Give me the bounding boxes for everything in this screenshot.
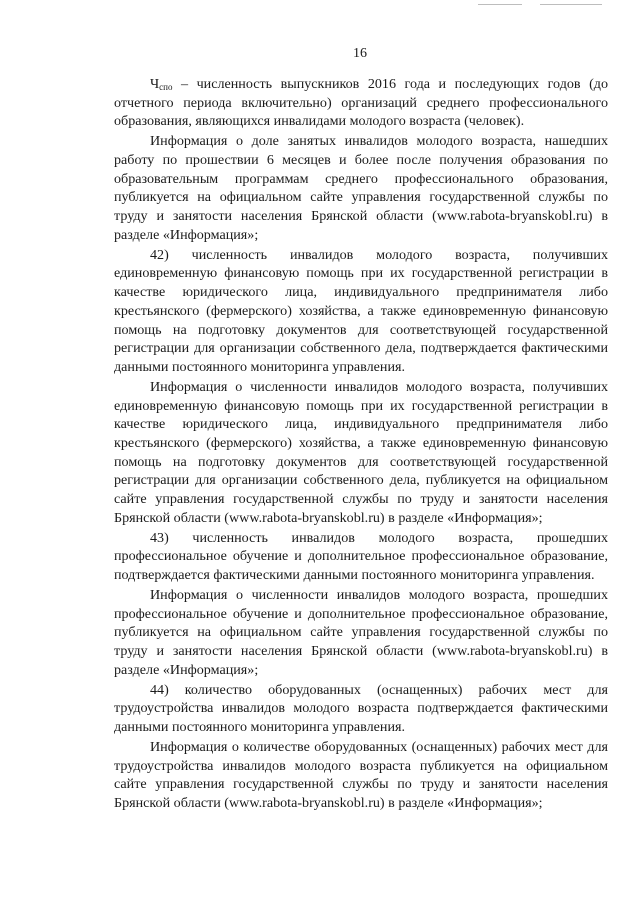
paragraph-info-training: Информация о численности инвалидов молодого возраста, прошедших профессиональное обучение и дополнительное профессиональное образование, публикуется на официальном сайте управления государственной службы по труду и занятости населения Брянской области (www.rabota-bryanskobl.ru) в разделе «Информация»; xyxy=(114,586,608,678)
formula-definition-paragraph xyxy=(114,75,608,131)
paragraph-info-employed-share: Информация о доле занятых инвалидов молодого возраста, нашедших работу по прошествии 6 месяцев и более после получения образования по образовательным программам среднего профессионального образования, публикуется на официальном сайте управления государственной службы по труду и занятости населения Брянской области (www.rabota-bryanskobl.ru) в разделе «Информация»; xyxy=(114,133,608,243)
formula-subscript: спо xyxy=(159,82,173,92)
page-number: 16 xyxy=(353,46,367,61)
paragraph-item-44: 44) количество оборудованных (оснащенных) рабочих мест для трудоустройства инвалидов молодого возраста подтверждается фактическими данными постоянного мониторинга управления. xyxy=(114,681,608,736)
document-body xyxy=(114,75,608,814)
paragraph-item-42: 42) численность инвалидов молодого возраста, получивших единовременную финансовую помощь при их государственной регистрации в качестве юридического лица, индивидуального предпринимателя либо крестьянского (фермерского) хозяйства, а также единовременную финансовую помощь на подготовку документов для соответствующей государственной регистрации для организации собственного дела, подтверждается фактическими данными постоянного мониторинга управления. xyxy=(114,246,608,375)
formula-definition-text: – численность выпускников 2016 года и последующих годов (до отчетного периода включительно) организаций среднего профессионального образования, являющихся инвалидами молодого возраста (человек). xyxy=(114,76,608,130)
scan-edge-line xyxy=(478,4,522,5)
paragraph-item-43: 43) численность инвалидов молодого возраста, прошедших профессиональное обучение и дополнительное профессиональное образование, подтверждается фактическими данными постоянного мониторинга управления. xyxy=(114,529,608,584)
scan-edge-line xyxy=(540,4,602,5)
paragraph-info-financial-aid: Информация о численности инвалидов молодого возраста, получивших единовременную финансовую помощь при их государственной регистрации в качестве юридического лица, индивидуального предпринимателя либо крестьянского (фермерского) хозяйства, а также единовременную финансовую помощь на подготовку документов для соответствующей государственной регистрации для организации собственного дела, публикуется на официальном сайте управления государственной службы по труду и занятости населения Брянской области (www.rabota-bryanskobl.ru) в разделе «Информация»; xyxy=(114,378,608,526)
formula-symbol: Ч xyxy=(150,76,160,92)
paragraph-info-workplaces: Информация о количестве оборудованных (оснащенных) рабочих мест для трудоустройства инвалидов молодого возраста публикуется на официальном сайте управления государственной службы по труду и занятости населения Брянской области (www.rabota-bryanskobl.ru) в разделе «Информация»; xyxy=(114,738,608,812)
